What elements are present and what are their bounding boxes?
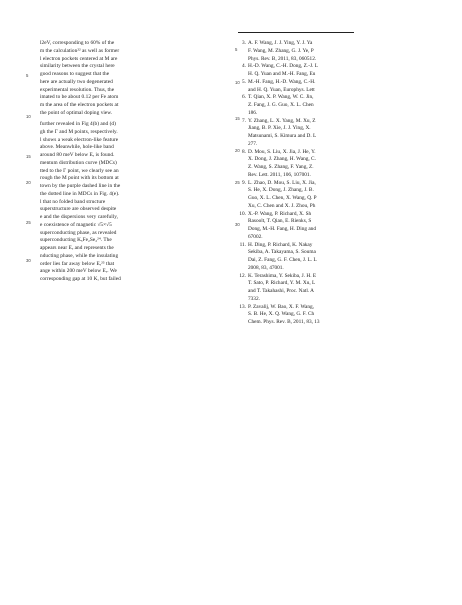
reference-line bbox=[238, 319, 354, 325]
body-text-line: the point of optimal doping view. bbox=[40, 109, 113, 116]
references-column bbox=[238, 40, 354, 325]
reference-text: H. Ding, P. Richard, K. Nakay bbox=[248, 241, 313, 248]
reference-line bbox=[238, 234, 354, 242]
reference-text: Phys. Rev. B, 2011, 83, 060512. bbox=[248, 55, 317, 62]
reference-line bbox=[238, 63, 354, 71]
reference-text: A. F. Wang, J. J. Ying, Y. J. Ya bbox=[248, 40, 313, 46]
reference-line bbox=[238, 273, 354, 281]
reference-text: Z. Fang, J. G. Guo, X. L. Chen bbox=[248, 102, 314, 108]
reference-text: T. Sato, P. Richard, Y. M. Xu, L bbox=[248, 280, 316, 287]
reference-text: Matsunami, S. Kimura and D. L bbox=[248, 133, 317, 139]
body-text-line: similarity between the crystal here bbox=[40, 63, 115, 70]
reference-text: L. Zhao, D. Mou, S. Liu, X. Jia, bbox=[248, 179, 316, 186]
body-text-line: nducting phase, while the insulating bbox=[40, 252, 119, 259]
reference-line bbox=[238, 288, 354, 296]
body-text-line: corresponding gap at 10 K, but failed bbox=[40, 276, 121, 282]
reference-text: 2008, 83, 47001. bbox=[248, 264, 284, 271]
body-text-line: l that no folded band structure bbox=[40, 198, 106, 205]
reference-line bbox=[238, 257, 354, 265]
line-number: 10 bbox=[235, 80, 240, 85]
reference-text: 186. bbox=[248, 109, 258, 116]
reference-text: Xu, C. Chen and X. J. Zhou, Ph bbox=[248, 202, 316, 209]
reference-text: P. Zavalij, W. Bao, X. F. Wang, bbox=[248, 303, 314, 310]
reference-number: 3. bbox=[242, 40, 246, 46]
reference-number: 6. bbox=[242, 94, 246, 101]
body-text-line: e coexistence of magnetic √5×√5 bbox=[40, 221, 112, 228]
reference-number: 10. bbox=[239, 210, 246, 217]
reference-number: 8. bbox=[242, 148, 246, 155]
reference-text: K. Terashima, Y. Sekiba, J. H. E bbox=[248, 272, 317, 279]
reference-line bbox=[238, 304, 354, 312]
line-number: 30 bbox=[26, 258, 31, 263]
reference-line bbox=[238, 141, 354, 149]
body-text-line: around 80 meV below Eₑ is found. bbox=[40, 152, 115, 158]
body-text-line: l electron pockets centered at M are bbox=[40, 55, 118, 62]
reference-text: Z. Wang, S. Zhang, F. Yang, Z. bbox=[248, 164, 314, 170]
body-text-line: ange within 200 meV below Eₑ. We bbox=[40, 268, 117, 275]
reference-line bbox=[238, 172, 354, 180]
reference-text: D. Mou, S. Liu, X. Jia, J. He, Y. bbox=[248, 148, 316, 155]
body-text-line: further revealed in Fig 4(b) and (d) bbox=[40, 121, 116, 127]
reference-line bbox=[238, 71, 354, 79]
reference-text: Rev. Lett. 2011, 106, 107001. bbox=[248, 171, 311, 178]
body-text-column bbox=[40, 40, 236, 325]
body-text-line: town by the purple dashed line in the bbox=[40, 183, 121, 189]
reference-text: X.-P. Wang, P. Richard, X. Sh bbox=[248, 210, 312, 217]
reference-text: Rasoolt, T. Qian, E. Rienks, S bbox=[248, 218, 312, 225]
line-number: 20 bbox=[235, 148, 240, 153]
reference-number: 9. bbox=[242, 179, 246, 186]
body-text-line: m the area of the electron pockets at bbox=[40, 102, 119, 108]
body-text-line: order lies far away below Eₑ²⁵ that bbox=[40, 260, 115, 267]
reference-text: and T. Takahashi, Proc. Natl. A bbox=[248, 288, 314, 294]
reference-number: 7. bbox=[242, 117, 246, 124]
body-text-line: here are actually two degenerated bbox=[40, 78, 113, 85]
reference-text: and H. Q. Yuan, Europhys. Lett bbox=[248, 86, 315, 93]
body-text-line: appears near Eₑ and represents the bbox=[40, 245, 114, 251]
reference-text: Sekiba, A. Takayama, S. Souma bbox=[248, 249, 316, 256]
line-number: 30 bbox=[235, 222, 240, 227]
reference-text: 7332. bbox=[248, 295, 260, 302]
reference-text: S. B. He, X. Q. Wang, G. F. Ch bbox=[248, 311, 315, 318]
body-text-line: tted to the Γ point, we clearly see an bbox=[40, 167, 119, 174]
body-text-line: gh the Γ and M points, respectively. bbox=[40, 128, 118, 135]
reference-text: 277. bbox=[248, 140, 258, 147]
line-number: 10 bbox=[26, 114, 31, 119]
body-text-line: mentum distribution curve (MDCs) bbox=[40, 159, 117, 166]
reference-line bbox=[238, 280, 354, 288]
reference-number: 4. bbox=[242, 63, 246, 70]
reference-line bbox=[238, 242, 354, 250]
reference-line bbox=[238, 48, 354, 56]
reference-line bbox=[238, 164, 354, 172]
reference-text: Guo, X. L. Chen, X. Wang, Q. P bbox=[248, 195, 317, 201]
line-number: 15 bbox=[235, 116, 240, 121]
reference-number: 5. bbox=[242, 78, 246, 85]
line-number: 5 bbox=[235, 47, 238, 52]
reference-line bbox=[238, 195, 354, 203]
reference-line bbox=[238, 87, 354, 95]
body-text-line: good reasons to suggest that the bbox=[40, 71, 110, 77]
reference-text: T. Qian, X. P. Wang, W. C. Jin, bbox=[248, 94, 314, 101]
reference-line bbox=[238, 203, 354, 211]
reference-line bbox=[238, 249, 354, 257]
body-text-line: experimental resolution. Thus, the bbox=[40, 86, 115, 93]
reference-line bbox=[238, 125, 354, 133]
reference-text: S. He, X. Dong, J. Zhang, J. B. bbox=[248, 187, 314, 194]
reference-line bbox=[238, 218, 354, 226]
reference-text: Jiang, B. P. Xie, J. J. Ying, X. bbox=[248, 125, 311, 132]
reference-text: 67002. bbox=[248, 233, 263, 240]
reference-line bbox=[238, 118, 354, 126]
line-number: 20 bbox=[26, 180, 31, 185]
reference-text: F. Wang, M. Zhang, G. J. Ye, P bbox=[248, 47, 314, 54]
line-number: 5 bbox=[26, 73, 29, 78]
reference-line bbox=[238, 56, 354, 64]
body-text-line: e and the dispersions very carefully, bbox=[40, 214, 118, 220]
reference-line bbox=[238, 187, 354, 195]
reference-line bbox=[238, 94, 354, 102]
reference-number: 11. bbox=[239, 241, 246, 248]
reference-number: 13. bbox=[239, 303, 246, 310]
reference-text: X. Dong, J. Zhang, H. Wang, C. bbox=[248, 156, 316, 163]
reference-text: Dong, M.-H. Fang, H. Ding and bbox=[248, 226, 316, 232]
reference-line bbox=[238, 149, 354, 157]
reference-text: H.-D. Wang, C.-H. Dong, Z.-J. L bbox=[248, 63, 318, 70]
reference-line bbox=[238, 211, 354, 219]
body-text-line: imated to be about 0.12 per Fe atom bbox=[40, 94, 119, 101]
line-number: 15 bbox=[26, 154, 31, 159]
column-top-rule bbox=[238, 32, 354, 33]
line-number: 25 bbox=[235, 180, 240, 185]
reference-text: M.-H. Fang, H.-D. Wang, C.-H. bbox=[248, 78, 316, 85]
reference-text: Y. Zhang, L. X. Yang, M. Xu, Z bbox=[248, 117, 316, 124]
reference-line bbox=[238, 133, 354, 141]
body-text-line: superstructure are observed despite bbox=[40, 206, 117, 213]
reference-line bbox=[238, 40, 354, 48]
reference-text: Dai, Z. Fang, G. F. Chen, J. L. L bbox=[248, 257, 317, 263]
body-text-line: m the calculation²² as well as former bbox=[40, 47, 120, 54]
line-number: 25 bbox=[26, 220, 31, 225]
body-text-line: l2eV, corresponding to 60% of the bbox=[40, 40, 115, 46]
reference-line bbox=[238, 296, 354, 304]
reference-number: 12. bbox=[239, 272, 246, 279]
reference-text: H. Q. Yuan and M.-H. Fang, Eu bbox=[248, 71, 316, 77]
body-text-line: the dotted line in MDCs in Fig. 4(e). bbox=[40, 190, 120, 197]
body-text-line: superconducting KₓFe₂Se₂²⁴. The bbox=[40, 237, 112, 244]
body-text-line: rough the M point with its bottom at bbox=[40, 175, 119, 182]
body-text-line: above. Meanwhile, hole-like band bbox=[40, 144, 114, 151]
reference-line bbox=[238, 311, 354, 319]
reference-line bbox=[238, 180, 354, 188]
reference-line bbox=[238, 79, 354, 87]
reference-line bbox=[238, 102, 354, 110]
body-text-line: superconducting phase, as revealed bbox=[40, 229, 117, 236]
reference-line bbox=[238, 265, 354, 273]
reference-line bbox=[238, 110, 354, 118]
reference-line bbox=[238, 156, 354, 164]
reference-text: Chem. Phys. Rev. B, 2011, 83, 13 bbox=[248, 319, 320, 325]
body-text-line: l shows a weak electron-like feature bbox=[40, 136, 119, 143]
reference-line bbox=[238, 226, 354, 234]
